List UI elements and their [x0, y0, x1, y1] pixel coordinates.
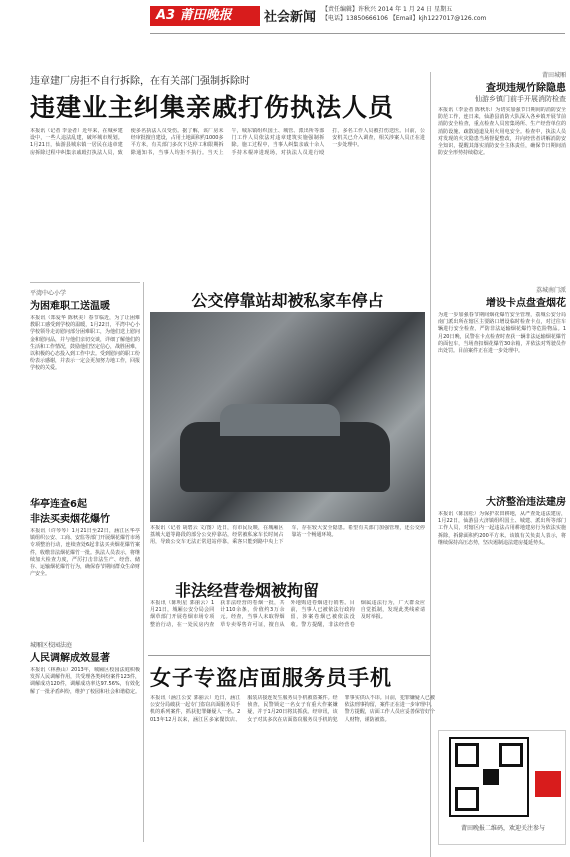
left-story-3-kicker: 城厢区校园法庭: [30, 642, 73, 649]
car-window: [220, 404, 340, 436]
page-number: A3: [156, 8, 176, 23]
right-story-2-headline: 大济整治违法建房: [486, 497, 566, 508]
left-story-3-body: 本报讯（林燕山）2013年，城厢区校园法庭积极发挥人民调解作用，共受理各类纠纷案件123件，调解成功120件，调解成功率达97.56%，有效化解了一批矛盾纠纷，维护了校园和社会和谐稳定。: [30, 667, 140, 695]
bottom-body: 本报讯（涵江公安 郭丽云）近日，涵江公安分局破获一起专门盗窃店面服务员手机的系列案件，抓获犯罪嫌疑人一名。2013年12月以来，涵江区多家餐饮店、服装店接连发生服务员手机被盗案件。经侦查，民警锁定一名女子有重大作案嫌疑，并于1月20日将其抓获。经审讯，该女子对其多次在店面盗窃服务员手机的犯罪事实供认不讳。目前，犯罪嫌疑人已被依法刑事拘留，案件正在进一步审理中。警方提醒，店面工作人员应妥善保管好个人财物，谨防被盗。: [150, 695, 435, 723]
meta-line-2: 【电话】13850666106 【Email】kjh1227017@126.com: [322, 15, 487, 22]
qr-finder: [455, 743, 479, 767]
qr-finder: [455, 787, 479, 811]
left-story-1-body: 本报讯（郑爱华 陈秋美）春节临近，为了让困难教职工感受到学校的温暖，1月22日，平湾中心小学校领导走访慰问部分困难职工，为他们送上慰问金和慰问品，并与他们亲切交谈，详细了解他们的生活和工作情况，鼓励他们坚定信心，战胜困难，以积极的心态投入到工作中去。受到慰问的职工纷纷表示感谢，并表示一定会更加努力地工作，回报学校的关爱。: [30, 315, 140, 372]
lower-headline: 非法经营卷烟被拘留: [175, 581, 320, 600]
paper-logo: [535, 771, 561, 797]
paper-badge: [150, 6, 260, 26]
qr-finder: [499, 743, 523, 767]
qr-code: [449, 737, 529, 817]
right-mid-source: 荔城南门派: [535, 287, 566, 294]
right-story-2-body: 本报讯（陈国松）为保护农田耕地，从严查处违法建房，1月22日，仙游县大济镇组织国土、城建、派出所等部门工作人员，对辖区内一起违法占用耕地建房行为依法实施拆除，拆除面积约200平方米。该镇有关负责人表示，将继续保持高压态势，坚决遏制违法建房蔓延势头。: [438, 511, 566, 546]
lead-body: 本报讯（记者 李金者）近年来，在城乡建设中，一些人违法乱建，破坏城市规划。1月21日，仙游县城东镇一居民在违章建房拆除过程中纠集亲戚殴打执法人员，致使多名执法人员受伤。据了解，该厂房未经审批擅自建设，占用土地面积约1000多平方米，有关部门多次下达停工和限期拆除通知书，当事人均拒不执行。当天上午，城东镇组织国土、城管、派出所等部门工作人员依法对违章建筑实施强制拆除。施工过程中，当事人纠集亲戚十余人手持木棍冲进现场，对执法人员进行殴打，多名工作人员被打伤送医。目前，公安机关已介入调查，相关涉案人员正在进一步处理中。: [30, 128, 425, 156]
right-top-body: 本报讯（李金者 陈秋乐）为切实加强节日期间的消防安全防范工作，连日来，仙游县消防大队深入各乡镇开展节前消防安全检查，重点检查人员密集场所、生产经营单位的消防设施、疏散通道及用火用电安全。检查中，执法人员对发现的火灾隐患当场督促整改，并向经营者讲解消防安全知识，提醒其落实消防安全主体责任，确保节日期间消防安全形势持续稳定。: [438, 107, 566, 157]
section-title: 社会新闻: [264, 10, 317, 25]
divider: [148, 655, 430, 656]
photo-headline: 公交停靠站却被私家车停占: [191, 291, 384, 310]
paper-name: 莆田晚报: [179, 8, 232, 23]
bottom-headline: 女子专盗店面服务员手机: [150, 666, 392, 690]
right-top-subhead: 仙游乡镇门前手开展消防检查: [475, 95, 566, 103]
left-story-1: [30, 288, 140, 505]
qr-module: [483, 769, 499, 785]
left-story-2-headline: 华亭连查6起 非法买卖烟花爆竹: [30, 499, 110, 525]
lower-body: 本报讯（陈明星 郭丽云）1月21日，城厢公安分局会同烟草部门开展卷烟市场专项整治行动，在一处民房内查获非法经营的卷烟一批，共计110余条，价值约3万余元。经查，当事人未取得烟草专卖零售许可证，擅自从外地购进卷烟进行销售。目前，当事人已被依法行政拘留，涉案卷烟已被依法没收。警方提醒，非法经营卷烟属违法行为，广大群众应自觉抵制，发现此类线索请及时举报。: [150, 600, 425, 628]
right-mid-story: [438, 285, 566, 512]
page-meta: [322, 5, 562, 23]
right-top-headline: 查坝违规竹除隐患: [486, 83, 566, 94]
right-mid-body: 为进一步加强春节期间烟花爆竹安全管理，荔城公安分局南门派出所在辖区主要路口增设临时检查卡点，对过往车辆进行安全检查，严防非法运输烟花爆竹等危险物品。1月20日晚，民警在卡点检查时查获一辆非法运输烟花爆竹的面包车，当场查扣烟花爆竹30余箱，并依法对驾驶员作出处罚。目前案件正在进一步处理中。: [438, 312, 566, 355]
right-top-source: 莆田城厢: [541, 72, 566, 79]
right-top-story: [438, 70, 566, 292]
qr-caption: 莆田晚报二维码，欢迎关注参与: [460, 825, 545, 832]
header-rule: [150, 33, 565, 34]
left-story-2-body: 本报讯（许琴琴）1月21日至22日，涵江区华亭镇组织公安、工商、安监等部门开展烟花爆竹市场专项整治行动，连续查处6起非法买卖烟花爆竹案件，收缴非法烟花爆竹一批。执法人员表示，将继续加大检查力度，严厉打击非法生产、经营、储存、运输烟花爆竹行为，确保春节期间群众生命财产安全。: [30, 528, 140, 578]
right-mid-headline: 增设卡点盘查烟花: [486, 298, 566, 309]
left-story-1-headline: 为困难职工送温暖: [30, 301, 110, 312]
photo-caption: 本报讯（记者 胡碧云 文/图）近日，有市民反映，在城厢区荔城大道等路段的部分公交停靠站，经常被私家车长时间占用，导致公交车无法正常进站停靠，乘客只能到路中央上下车，存在较大安全隐患。希望有关部门加强管理，还公交停靠站一个畅通环境。: [150, 525, 425, 546]
news-photo: [150, 312, 425, 522]
lead-headline: 违建业主纠集亲戚打伤执法人员: [30, 93, 395, 122]
right-story-2: [438, 493, 566, 611]
left-story-2: [30, 495, 140, 643]
left-story-1-kicker: 平湾中心小学: [30, 290, 67, 297]
page-header: [0, 0, 570, 40]
column-divider: [143, 282, 144, 842]
meta-line-1: 【责任编辑】许秋兴 2014 年 1 月 24 日 星期五: [322, 6, 453, 13]
divider: [30, 282, 140, 283]
lead-kicker: 违章建厂房拒不自行拆除，在有关部门强制拆除时: [30, 76, 250, 87]
qr-box: [438, 730, 566, 845]
left-story-3-headline: 人民调解成效显著: [30, 653, 110, 664]
left-story-3: [30, 640, 140, 767]
